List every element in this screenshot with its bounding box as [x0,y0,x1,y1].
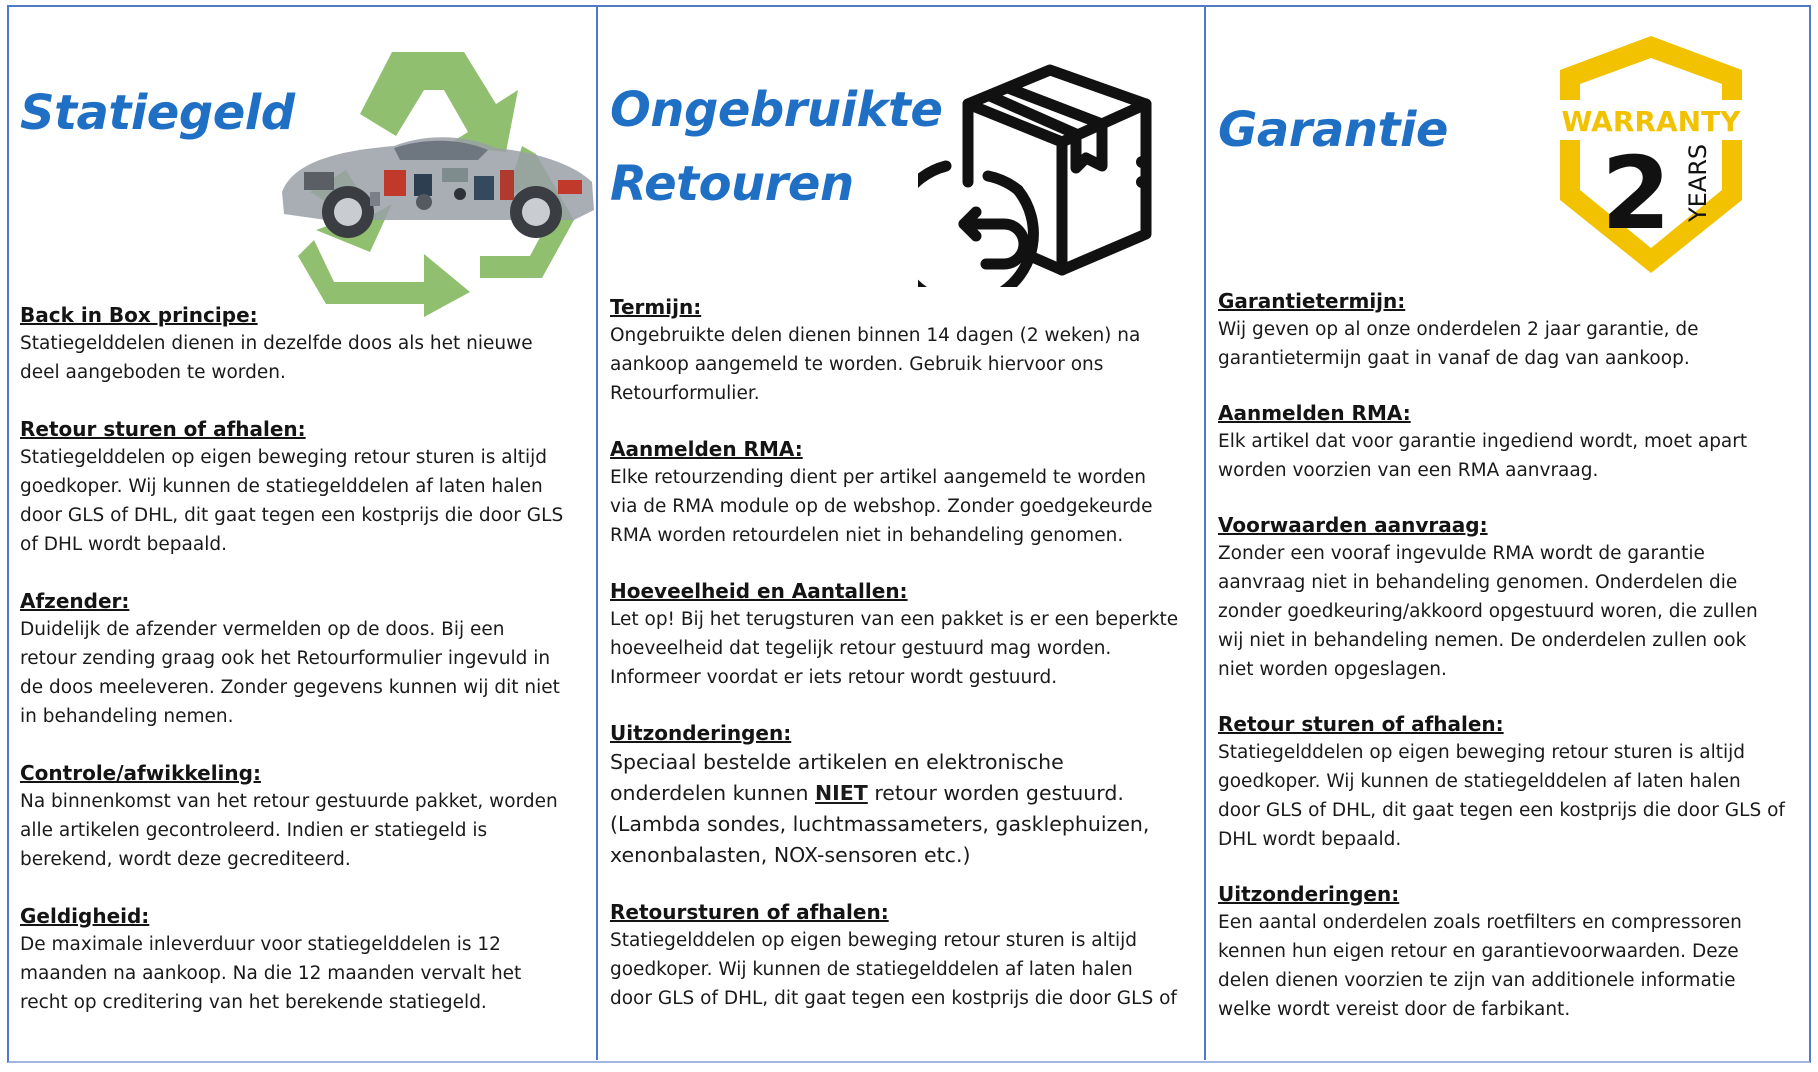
section-text: Elke retourzending dient per artikel aangemeld te worden via de RMA module op de webshop. Zonder goedgekeurde RMA worden retourdelen niet in behandeling genomen. [610,467,1153,546]
section-aanmelden-rma [1218,399,1803,485]
section-hoeveelheid [610,577,1200,692]
section-voorwaarden [1218,511,1803,684]
section-text: Let op! Bij het terugsturen van een pakket is er een beperkte hoeveelheid dat tegelijk retour gestuurd mag worden. Informeer voordat er iets retour wordt gestuurd. [610,609,1179,688]
section-geldigheid [20,902,590,1017]
section-text: Na binnenkomst van het retour gestuurde pakket, worden alle artikelen gecontroleerd. Indien er statiegeld is berekend, wordt deze gecrediteerd. [20,791,558,870]
section-heading: Retour sturen of afhalen: [1218,712,1504,736]
section-heading: Afzender: [20,589,130,613]
column-garantie [1204,7,1807,1060]
section-heading: Uitzonderingen: [610,721,792,745]
column-title: Statiegeld [20,85,295,141]
section-text: Statiegelddelen op eigen beweging retour sturen is altijd goedkoper. Wij kunnen de statiegelddelen af laten halen door GLS of DHL, dit gaat tegen een kostprijs die door GLS of DHL wordt bepaald. [20,447,564,555]
column-title: Ongebruikte Retouren [610,82,943,212]
section-heading: Aanmelden RMA: [610,437,803,461]
section-garantietermijn [1218,287,1803,373]
section-heading: Controle/afwikkeling: [20,761,261,785]
section-heading: Hoeveelheid en Aantallen: [610,579,908,603]
section-heading: Voorwaarden aanvraag: [1218,513,1488,537]
section-text: De maximale inleverduur voor statiegelddelen is 12 maanden na aankoop. Na die 12 maanden vervalt het recht op creditering van het berekende statiegeld. [20,934,522,1013]
section-heading: Retoursturen of afhalen: [610,900,889,924]
section-heading: Garantietermijn: [1218,289,1406,313]
badge-years: YEARS [1684,143,1712,222]
section-termijn [610,293,1200,408]
section-back-in-box [20,301,590,387]
warranty-badge-icon [1556,32,1746,277]
section-controle [20,759,590,874]
section-afzender [20,587,590,731]
column-statiegeld [9,7,594,1060]
section-heading: Back in Box principe: [20,303,258,327]
section-text: Ongebruikte delen dienen binnen 14 dagen (2 weken) na aankoop aangemeld te worden. Gebruik hiervoor ons Retourformulier. [610,325,1141,404]
section-text: Zonder een vooraf ingevulde RMA wordt de garantie aanvraag niet in behandeling genomen. Onderdelen die zonder goedkeuring/akkoord opgestuurd woren, die zullen wij niet in behandeling nemen. De onderdelen zullen ook niet worden opgeslagen. [1218,543,1758,680]
section-text: Duidelijk de afzender vermelden op de doos. Bij een retour zending graag ook het Retourformulier ingevuld in de doos meeleveren. Zonder gegevens kunnen wij dit niet in behandeling nemen. [20,619,560,727]
section-heading: Aanmelden RMA: [1218,401,1411,425]
section-text: Statiegelddelen op eigen beweging retour sturen is altijd goedkoper. Wij kunnen de statiegelddelen af laten halen door GLS of DHL, dit gaat tegen een kostprijs die door GLS of DHL wordt bepaald. [1218,742,1785,850]
emphasis-niet: NIET [815,781,868,805]
section-text: Statiegelddelen op eigen beweging retour sturen is altijd goedkoper. Wij kunnen de statiegelddelen af laten halen door GLS of DHL, dit gaat tegen een kostprijs die door GLS of [610,930,1177,1009]
section-text: Statiegelddelen dienen in dezelfde doos als het nieuwe deel aangeboden te worden. [20,333,533,383]
section-uitzonderingen [610,719,1200,871]
section-text: Speciaal bestelde artikelen en elektronische onderdelen kunnen NIET retour worden gestuurd. (Lambda sondes, luchtmassameters, gasklephuizen, xenonbalasten, NOX-sensoren etc.) [610,750,1150,867]
section-heading: Retour sturen of afhalen: [20,417,306,441]
section-heading: Termijn: [610,295,702,319]
section-text: Wij geven op al onze onderdelen 2 jaar garantie, de garantietermijn gaat in vanaf de dag van aankoop. [1218,319,1699,369]
section-aanmelden-rma [610,435,1200,550]
section-retoursturen [610,898,1200,1013]
column-title: Garantie [1218,102,1448,158]
section-retour-sturen [1218,710,1803,854]
return-box-icon [918,62,1158,287]
section-uitzonderingen [1218,880,1803,1024]
sections-statiegeld [20,301,590,1045]
section-text: Elk artikel dat voor garantie ingediend wordt, moet apart worden voorzien van een RMA aanvraag. [1218,431,1748,481]
section-heading: Geldigheid: [20,904,150,928]
badge-warranty-text: WARRANTY [1561,105,1741,138]
column-ongebruikte-retouren [596,7,1202,1060]
section-retour-sturen [20,415,590,559]
section-text: Een aantal onderdelen zoals roetfilters en compressoren kennen hun eigen retour en garantievoorwaarden. Deze delen dienen voorzien te zijn van additionele informatie welke wordt vereist door de farbikant. [1218,912,1742,1020]
sections-garantie [1218,287,1803,1050]
section-heading: Uitzonderingen: [1218,882,1400,906]
sections-ongebruikte-retouren [610,293,1200,1040]
badge-number: 2 [1601,135,1671,252]
recycle-car-icon [274,42,599,317]
